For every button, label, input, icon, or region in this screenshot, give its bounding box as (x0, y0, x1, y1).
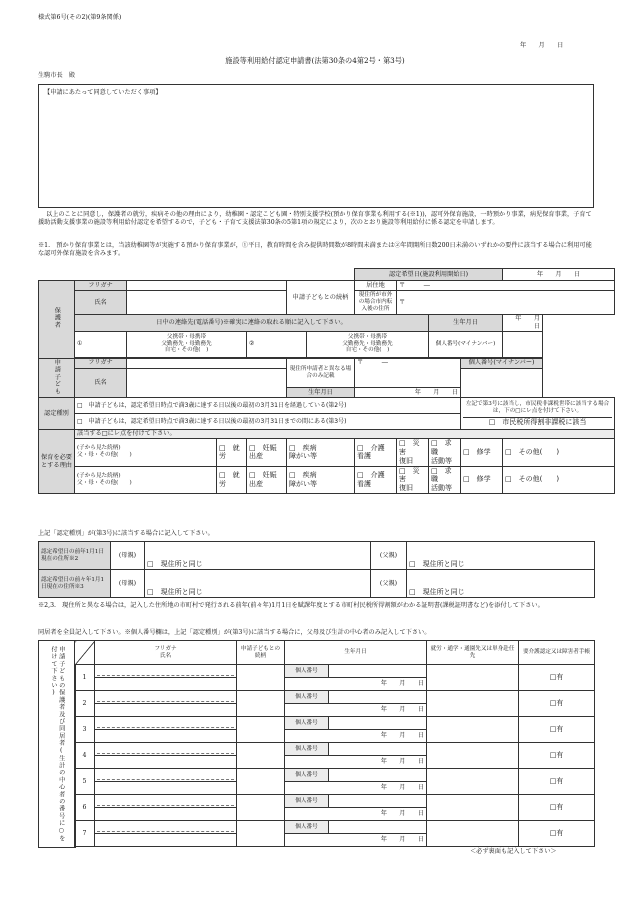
certification-option-2[interactable]: □ 申請子どもは，認定希望日時点で満3歳に達する日以後の最初の3月31日を経過している(第2号) (75, 398, 461, 414)
household-birthdate-field[interactable]: 年 月 日 (285, 782, 427, 795)
household-birthdate-field[interactable]: 年 月 日 (285, 756, 427, 769)
child-mynumber-field[interactable] (461, 368, 543, 398)
household-work-field[interactable] (427, 821, 519, 847)
reason-care-2[interactable]: □ 介護 看護 (355, 466, 397, 493)
household-mynumber-label: 個人番号 (285, 769, 329, 782)
household-name-field[interactable] (95, 834, 237, 847)
household-care-checkbox[interactable]: □有 (519, 821, 595, 847)
household-table (74, 640, 595, 847)
household-row-number[interactable]: 7 (75, 821, 95, 847)
household-row (75, 821, 595, 834)
child-furigana-label: フリガナ (75, 358, 127, 368)
household-relation-field[interactable] (237, 717, 285, 743)
household-mynumber-field[interactable] (329, 795, 427, 808)
certification-side-note: 左記で第3号に該当し，市民税非課税世帯に該当する場合は，下の□にレ点を付けて下さい。 (465, 400, 610, 414)
household-work-field[interactable] (427, 717, 519, 743)
reason-instruction: 該当する□にレ点を付けて下さい。 (75, 430, 615, 439)
guardian-name-label: 氏名 (75, 291, 127, 315)
household-side-label: 申請子どもの保護者及び同居者(生計の中心者の番号に○を付けて下さい) (38, 640, 76, 848)
two-years-prior-address-label: 認定希望日の前々年1月1日現在の住所※3 (39, 570, 111, 598)
household-care-checkbox[interactable]: □有 (519, 717, 595, 743)
address-label: 居住地 (355, 281, 397, 291)
household-mynumber-label: 個人番号 (285, 821, 329, 834)
father-label-2: (父親) (371, 570, 407, 598)
guardian-address-field[interactable]: 〒 ― (397, 281, 615, 291)
reason-row1-person[interactable]: (子から見た続柄) 父・母・その他( ) (75, 439, 217, 466)
col-relation: 申請子どもとの続柄 (237, 641, 285, 665)
col-care: 要介護認定又は障害者手帳 (519, 641, 595, 665)
guardian-section-label: 保護者 (39, 281, 75, 359)
household-mynumber-field[interactable] (329, 691, 427, 704)
household-work-field[interactable] (427, 743, 519, 769)
reason-other-2[interactable]: □ その他( ) (503, 466, 615, 493)
tax-exempt-checkbox[interactable]: □ 市民税所得割非課税に該当 (463, 417, 612, 427)
household-heading: 同居者を全員記入して下さい。※個人番号欄は，上記「認定種別」が(第3号)に該当する場合に，父母及び生計の中心者のみ記入して下さい。 (38, 629, 431, 636)
reason-pregnancy[interactable]: □ 妊娠 出産 (247, 439, 287, 466)
household-birthdate-field[interactable]: 年 月 日 (285, 808, 427, 821)
reason-other[interactable]: □ その他( ) (503, 439, 615, 466)
household-mynumber-field[interactable] (329, 717, 427, 730)
guardian-birthdate-field[interactable]: 年 月 日 (503, 315, 543, 332)
child-name-label: 氏名 (75, 368, 127, 398)
note-1: ※1. 預かり保育事業とは，当該幼稚園等が実施する預かり保育事業が，①平日，教育時間を含み提供時間数が8時間未満または②年間開所日数200日未満のいずれかの要件に該当する場合に利用可能な認可外保育施設を含みます。 (38, 242, 592, 257)
reason-care[interactable]: □ 介護 看護 (355, 439, 397, 466)
guardian-mynumber-field[interactable] (503, 331, 543, 357)
reason-work-2[interactable]: □ 就労 (217, 466, 247, 493)
father-label: (父親) (371, 542, 407, 570)
household-birthdate-field[interactable]: 年 月 日 (285, 704, 427, 717)
child-name-field[interactable] (127, 368, 287, 398)
contact-1-field[interactable]: ① (75, 331, 127, 357)
reason-disaster[interactable]: □ 災害 復旧 (397, 439, 429, 466)
submission-date[interactable]: 年 月 日 (520, 42, 564, 49)
household-mynumber-label: 個人番号 (285, 717, 329, 730)
household-work-field[interactable] (427, 665, 519, 691)
household-care-checkbox[interactable]: □有 (519, 743, 595, 769)
household-mynumber-label: 個人番号 (285, 743, 329, 756)
child-birthdate-field[interactable]: 年 月 日 (355, 388, 461, 398)
household-relation-field[interactable] (237, 665, 285, 691)
child-birthdate-label: 生年月日 (287, 388, 355, 398)
household-birthdate-field[interactable]: 年 月 日 (285, 678, 427, 691)
household-row-number[interactable]: 6 (75, 795, 95, 821)
certification-side (461, 398, 615, 430)
form-number: 様式第6号(その2)(第9条関係) (38, 14, 122, 21)
household-row (75, 769, 595, 782)
household-row (75, 691, 595, 704)
household-row (75, 717, 595, 730)
consent-box-title: 【申請にあたって同意していただく事項】 (44, 89, 162, 96)
household-relation-field[interactable] (237, 795, 285, 821)
household-row-number[interactable]: 2 (75, 691, 95, 717)
household-furigana-field[interactable] (95, 717, 237, 730)
household-care-checkbox[interactable]: □有 (519, 665, 595, 691)
household-corner (75, 641, 95, 665)
col-name: フリガナ 氏名 (95, 641, 237, 665)
household-furigana-field[interactable] (95, 743, 237, 756)
household-care-checkbox[interactable]: □有 (519, 769, 595, 795)
household-furigana-field[interactable] (95, 691, 237, 704)
household-work-field[interactable] (427, 691, 519, 717)
household-row (75, 665, 595, 678)
household-relation-field[interactable] (237, 743, 285, 769)
household-furigana-field[interactable] (95, 821, 237, 834)
mother-two-years-address-field[interactable]: □ 現住所と同じ (145, 570, 371, 598)
household-work-field[interactable] (427, 769, 519, 795)
household-name-field[interactable] (95, 782, 237, 795)
household-care-checkbox[interactable]: □有 (519, 795, 595, 821)
desired-date-field[interactable]: 年 月 日 (503, 269, 615, 281)
guardian-name-field[interactable] (127, 291, 287, 315)
mother-label: (母親) (111, 542, 145, 570)
child-furigana-field[interactable] (127, 358, 287, 368)
household-row-number[interactable]: 4 (75, 743, 95, 769)
mother-prior-address-field[interactable]: □ 現住所と同じ (145, 542, 371, 570)
child-section-label: 申請子ども (39, 358, 75, 398)
mother-label-2: (母親) (111, 570, 145, 598)
household-row-number[interactable]: 3 (75, 717, 95, 743)
address-note: ※2,3. 現住所と異なる場合は，記入した住所地の市町村で発行される前年(前々年)1月1日を賦課年度とする市町村民税所得割額がわかる証明書(課税証明書など)を添付して下さい。 (38, 602, 544, 609)
household-name-field[interactable] (95, 756, 237, 769)
moving-in-address-field[interactable]: 〒 (397, 291, 615, 315)
reason-illness-2[interactable]: □ 疾病 障がい等 (287, 466, 355, 493)
guardian-furigana-label: フリガナ (75, 281, 127, 291)
reason-pregnancy-2[interactable]: □ 妊娠 出産 (247, 466, 287, 493)
reason-work[interactable]: □ 就労 (217, 439, 247, 466)
moving-in-label: 現住所が市外の場合市内転入後の住所 (355, 291, 397, 315)
household-mynumber-label: 個人番号 (285, 795, 329, 808)
household-name-field[interactable] (95, 678, 237, 691)
form-title: 施設等利用給付認定申請書(法第30条の4第2号・第3号) (225, 56, 405, 65)
household-mynumber-field[interactable] (329, 769, 427, 782)
household-mynumber-field[interactable] (329, 665, 427, 678)
addressee: 生駒市長 殿 (38, 72, 76, 79)
father-two-years-address-field[interactable]: □ 現住所と同じ (407, 570, 595, 598)
footer-note: ＜必ず裏面も記入して下さい＞ (470, 848, 557, 855)
household-work-field[interactable] (427, 795, 519, 821)
certification-option-3[interactable]: □ 申請子どもは，認定希望日時点で満3歳に達する日以後の最初の3月31日までの間にある(第3号) (75, 414, 461, 430)
household-furigana-field[interactable] (95, 665, 237, 678)
household-furigana-field[interactable] (95, 769, 237, 782)
contact-1-type[interactable]: 父携帯・母携帯 父勤務先・母勤務先 自宅・その他( ) (127, 331, 247, 357)
reason-study[interactable]: □ 修学 (461, 439, 503, 466)
desired-date-label: 認定希望日(施設利用開始日) (355, 269, 503, 281)
household-mynumber-field[interactable] (329, 821, 427, 834)
household-mynumber-label: 個人番号 (285, 691, 329, 704)
household-furigana-field[interactable] (95, 795, 237, 808)
consent-box (38, 84, 594, 208)
col-work: 就労・通学・通園先又は単身赴任先 (427, 641, 519, 665)
guardian-furigana-field[interactable] (127, 281, 287, 291)
guardian-mynumber-label: 個人番号(マイナンバー) (429, 331, 503, 357)
contact-2-field[interactable]: ② (247, 331, 307, 357)
contact-note: 日中の連絡先(電話番号)※確実に連絡の取れる順に記入して下さい。 (75, 315, 429, 332)
child-address-label: 現住所申請者と異なる場合のみ記載 (287, 358, 355, 388)
address-section-heading: 上記「認定種別」が(第3号)に該当する場合に記入して下さい。 (38, 530, 214, 537)
household-name-field[interactable] (95, 808, 237, 821)
household-name-field[interactable] (95, 730, 237, 743)
household-birthdate-field[interactable]: 年 月 日 (285, 834, 427, 847)
household-mynumber-field[interactable] (329, 743, 427, 756)
reason-label: 保育を必要とする理由 (39, 430, 75, 494)
reason-row2-person[interactable]: (子から見た続柄) 父・母・その他( ) (75, 466, 217, 493)
household-row (75, 743, 595, 756)
guardian-birthdate-label: 生年月日 (429, 315, 503, 332)
reason-jobseeking[interactable]: □ 求職 活動等 (429, 439, 461, 466)
reason-study-2[interactable]: □ 修学 (461, 466, 503, 493)
contact-2-type[interactable]: 父携帯・母携帯 父勤務先・母勤務先 自宅・その他( ) (307, 331, 429, 357)
main-form-table (38, 268, 615, 494)
household-mynumber-label: 個人番号 (285, 665, 329, 678)
guardian-relation-label: 申請子どもとの続柄 (287, 281, 355, 315)
household-row (75, 795, 595, 808)
household-birthdate-field[interactable]: 年 月 日 (285, 730, 427, 743)
father-prior-address-field[interactable]: □ 現住所と同じ (407, 542, 595, 570)
certification-label: 認定種別 (39, 398, 75, 430)
reason-disaster-2[interactable]: □ 災害 復旧 (397, 466, 429, 493)
col-birth: 生年月日 (285, 641, 427, 665)
household-relation-field[interactable] (237, 769, 285, 795)
household-row-number[interactable]: 1 (75, 665, 95, 691)
household-row-number[interactable]: 5 (75, 769, 95, 795)
reason-jobseeking-2[interactable]: □ 求職 活動等 (429, 466, 461, 493)
child-mynumber-label: 個人番号(マイナンバー) (461, 358, 543, 368)
household-relation-field[interactable] (237, 691, 285, 717)
intro-paragraph: 以上のことに同意し，保護者の就労，疾病その他の理由により，幼稚園・認定こども園・特別支援学校(預かり保育事業も利用する(※1))，認可外保育施設，一時預かり事業，病児保育事業，子育て援助活動支援事業の施設等利用給付認定を希望するので，子ども・子育て支援法第30条の5第1項の規定により，次のとおり施設等利用給付に係る認定を申請します。 (38, 211, 592, 226)
prior-address-table (38, 541, 595, 598)
child-address-field[interactable]: 〒 ― (355, 358, 461, 388)
household-name-field[interactable] (95, 704, 237, 717)
household-relation-field[interactable] (237, 821, 285, 847)
prior-year-address-label: 認定希望日の前年1月1日現在の住所※2 (39, 542, 111, 570)
household-care-checkbox[interactable]: □有 (519, 691, 595, 717)
reason-illness[interactable]: □ 疾病 障がい等 (287, 439, 355, 466)
